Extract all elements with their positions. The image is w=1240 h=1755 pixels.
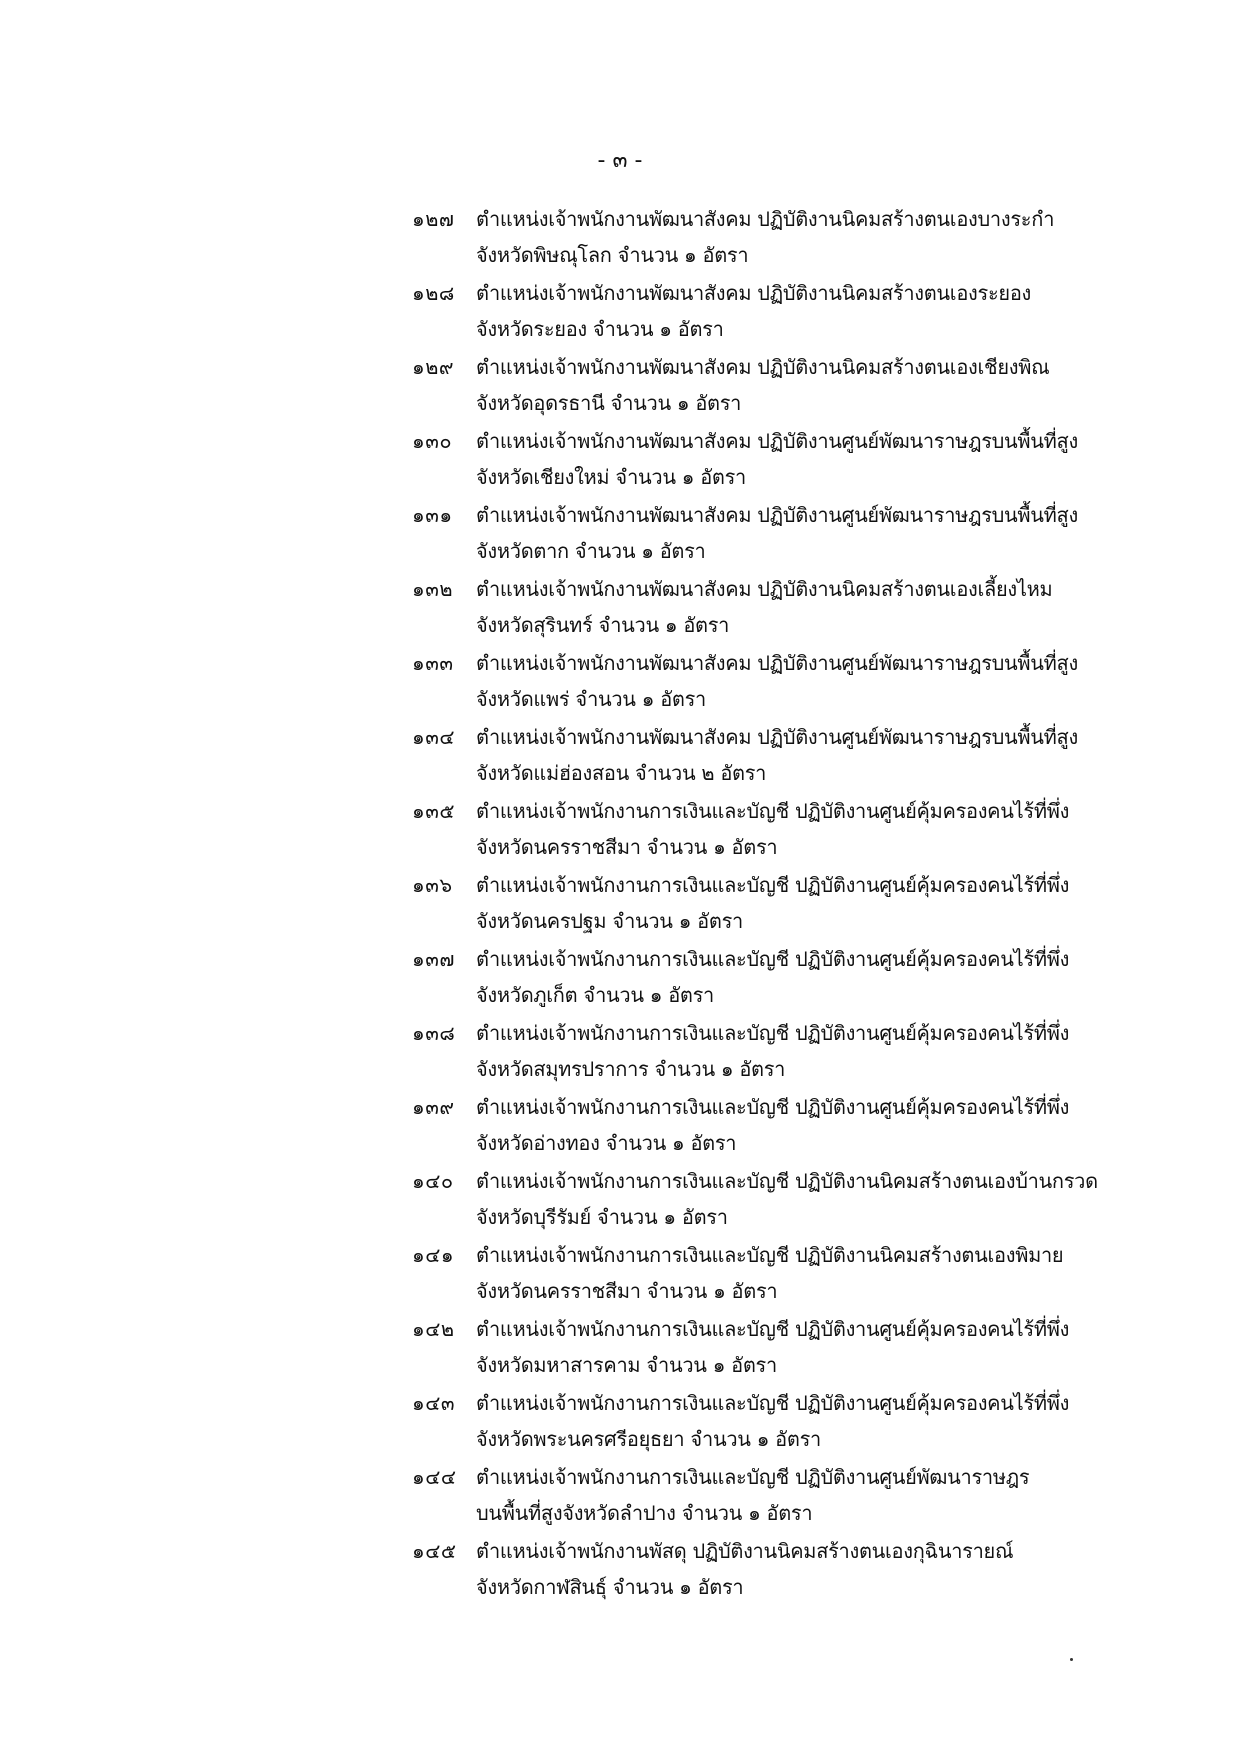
list-item bbox=[412, 940, 1232, 1014]
item-location-text: จังหวัดนครราชสีมา จำนวน ๑ อัตรา bbox=[476, 1279, 778, 1303]
list-item bbox=[412, 1384, 1232, 1458]
item-location-text: จังหวัดบุรีรัมย์ จำนวน ๑ อัตรา bbox=[476, 1205, 728, 1229]
item-position-text: ตำแหน่งเจ้าพนักงานการเงินและบัญชี ปฏิบัติงานศูนย์คุ้มครองคนไร้ที่พึ่ง bbox=[476, 799, 1070, 823]
item-number: ๑๒๘ bbox=[412, 281, 455, 305]
item-number: ๑๓๙ bbox=[412, 1095, 455, 1119]
position-list bbox=[412, 200, 1232, 1606]
item-number: ๑๔๕ bbox=[412, 1539, 457, 1563]
item-number: ๑๓๘ bbox=[412, 1021, 456, 1045]
item-position-text: ตำแหน่งเจ้าพนักงานการเงินและบัญชี ปฏิบัติงานศูนย์พัฒนาราษฎร bbox=[476, 1465, 1030, 1489]
item-number: ๑๓๖ bbox=[412, 873, 453, 897]
item-number: ๑๓๗ bbox=[412, 947, 455, 971]
item-location-text: จังหวัดสุรินทร์ จำนวน ๑ อัตรา bbox=[476, 613, 730, 637]
item-location-text: จังหวัดสมุทรปราการ จำนวน ๑ อัตรา bbox=[476, 1057, 786, 1081]
item-position-text: ตำแหน่งเจ้าพนักงานพัฒนาสังคม ปฏิบัติงานนิคมสร้างตนเองระยอง bbox=[476, 281, 1032, 305]
item-location-text: บนพื้นที่สูงจังหวัดลำปาง จำนวน ๑ อัตรา bbox=[476, 1501, 813, 1525]
item-position-text: ตำแหน่งเจ้าพนักงานพัฒนาสังคม ปฏิบัติงานนิคมสร้างตนเองเลี้ยงไหม bbox=[476, 577, 1053, 601]
item-number: ๑๓๒ bbox=[412, 577, 454, 601]
list-item bbox=[412, 1532, 1232, 1606]
item-number: ๑๔๐ bbox=[412, 1169, 454, 1193]
list-item bbox=[412, 274, 1232, 348]
item-number: ๑๔๓ bbox=[412, 1391, 456, 1415]
list-item bbox=[412, 496, 1232, 570]
list-item bbox=[412, 1088, 1232, 1162]
item-number: ๑๓๕ bbox=[412, 799, 456, 823]
item-position-text: ตำแหน่งเจ้าพนักงานพัฒนาสังคม ปฏิบัติงานนิคมสร้างตนเองบางระกำ bbox=[476, 207, 1055, 231]
item-location-text: จังหวัดนครปฐม จำนวน ๑ อัตรา bbox=[476, 909, 743, 933]
item-location-text: จังหวัดเชียงใหม่ จำนวน ๑ อัตรา bbox=[476, 465, 746, 489]
item-position-text: ตำแหน่งเจ้าพนักงานการเงินและบัญชี ปฏิบัติงานศูนย์คุ้มครองคนไร้ที่พึ่ง bbox=[476, 1391, 1070, 1415]
item-location-text: จังหวัดแพร่ จำนวน ๑ อัตรา bbox=[476, 687, 706, 711]
item-number: ๑๓๑ bbox=[412, 503, 453, 527]
list-item bbox=[412, 570, 1232, 644]
item-location-text: จังหวัดพระนครศรีอยุธยา จำนวน ๑ อัตรา bbox=[476, 1427, 821, 1451]
list-item bbox=[412, 644, 1232, 718]
list-item bbox=[412, 718, 1232, 792]
list-item bbox=[412, 348, 1232, 422]
list-item bbox=[412, 1162, 1232, 1236]
item-location-text: จังหวัดตาก จำนวน ๑ อัตรา bbox=[476, 539, 706, 563]
list-item bbox=[412, 866, 1232, 940]
item-position-text: ตำแหน่งเจ้าพนักงานการเงินและบัญชี ปฏิบัติงานศูนย์คุ้มครองคนไร้ที่พึ่ง bbox=[476, 947, 1070, 971]
list-item bbox=[412, 792, 1232, 866]
item-position-text: ตำแหน่งเจ้าพนักงานการเงินและบัญชี ปฏิบัติงานศูนย์คุ้มครองคนไร้ที่พึ่ง bbox=[476, 1021, 1070, 1045]
scan-speck bbox=[1070, 1658, 1073, 1661]
item-position-text: ตำแหน่งเจ้าพนักงานการเงินและบัญชี ปฏิบัติงานศูนย์คุ้มครองคนไร้ที่พึ่ง bbox=[476, 1095, 1070, 1119]
item-position-text: ตำแหน่งเจ้าพนักงานพัฒนาสังคม ปฏิบัติงานศูนย์พัฒนาราษฎรบนพื้นที่สูง bbox=[476, 725, 1078, 749]
page-number: - ๓ - bbox=[597, 148, 643, 173]
item-position-text: ตำแหน่งเจ้าพนักงานการเงินและบัญชี ปฏิบัติงานนิคมสร้างตนเองพิมาย bbox=[476, 1243, 1064, 1267]
list-item bbox=[412, 200, 1232, 274]
item-position-text: ตำแหน่งเจ้าพนักงานการเงินและบัญชี ปฏิบัติงานศูนย์คุ้มครองคนไร้ที่พึ่ง bbox=[476, 873, 1070, 897]
item-number: ๑๒๙ bbox=[412, 355, 455, 379]
item-position-text: ตำแหน่งเจ้าพนักงานพัฒนาสังคม ปฏิบัติงานนิคมสร้างตนเองเชียงพิณ bbox=[476, 355, 1050, 379]
item-position-text: ตำแหน่งเจ้าพนักงานการเงินและบัญชี ปฏิบัติงานนิคมสร้างตนเองบ้านกรวด bbox=[476, 1169, 1098, 1193]
item-location-text: จังหวัดมหาสารคาม จำนวน ๑ อัตรา bbox=[476, 1353, 777, 1377]
item-location-text: จังหวัดระยอง จำนวน ๑ อัตรา bbox=[476, 317, 724, 341]
item-location-text: จังหวัดแม่ฮ่องสอน จำนวน ๒ อัตรา bbox=[476, 761, 767, 785]
list-item bbox=[412, 1236, 1232, 1310]
item-location-text: จังหวัดพิษณุโลก จำนวน ๑ อัตรา bbox=[476, 243, 749, 267]
list-item bbox=[412, 1310, 1232, 1384]
item-location-text: จังหวัดกาฬสินธุ์ จำนวน ๑ อัตรา bbox=[476, 1575, 744, 1599]
item-location-text: จังหวัดนครราชสีมา จำนวน ๑ อัตรา bbox=[476, 835, 778, 859]
item-position-text: ตำแหน่งเจ้าพนักงานพัฒนาสังคม ปฏิบัติงานศูนย์พัฒนาราษฎรบนพื้นที่สูง bbox=[476, 429, 1078, 453]
item-number: ๑๔๔ bbox=[412, 1465, 457, 1489]
item-position-text: ตำแหน่งเจ้าพนักงานการเงินและบัญชี ปฏิบัติงานศูนย์คุ้มครองคนไร้ที่พึ่ง bbox=[476, 1317, 1070, 1341]
item-number: ๑๓๐ bbox=[412, 429, 453, 453]
item-number: ๑๔๒ bbox=[412, 1317, 455, 1341]
item-position-text: ตำแหน่งเจ้าพนักงานพัฒนาสังคม ปฏิบัติงานศูนย์พัฒนาราษฎรบนพื้นที่สูง bbox=[476, 503, 1078, 527]
item-location-text: จังหวัดอ่างทอง จำนวน ๑ อัตรา bbox=[476, 1131, 737, 1155]
item-position-text: ตำแหน่งเจ้าพนักงานพัฒนาสังคม ปฏิบัติงานศูนย์พัฒนาราษฎรบนพื้นที่สูง bbox=[476, 651, 1078, 675]
item-position-text: ตำแหน่งเจ้าพนักงานพัสดุ ปฏิบัติงานนิคมสร้างตนเองกุฉินารายณ์ bbox=[476, 1539, 1014, 1563]
list-item bbox=[412, 422, 1232, 496]
item-number: ๑๓๔ bbox=[412, 725, 456, 749]
item-location-text: จังหวัดอุดรธานี จำนวน ๑ อัตรา bbox=[476, 391, 742, 415]
item-location-text: จังหวัดภูเก็ต จำนวน ๑ อัตรา bbox=[476, 983, 714, 1007]
item-number: ๑๒๗ bbox=[412, 207, 455, 231]
item-number: ๑๔๑ bbox=[412, 1243, 455, 1267]
item-number: ๑๓๓ bbox=[412, 651, 454, 675]
list-item bbox=[412, 1014, 1232, 1088]
list-item bbox=[412, 1458, 1232, 1532]
